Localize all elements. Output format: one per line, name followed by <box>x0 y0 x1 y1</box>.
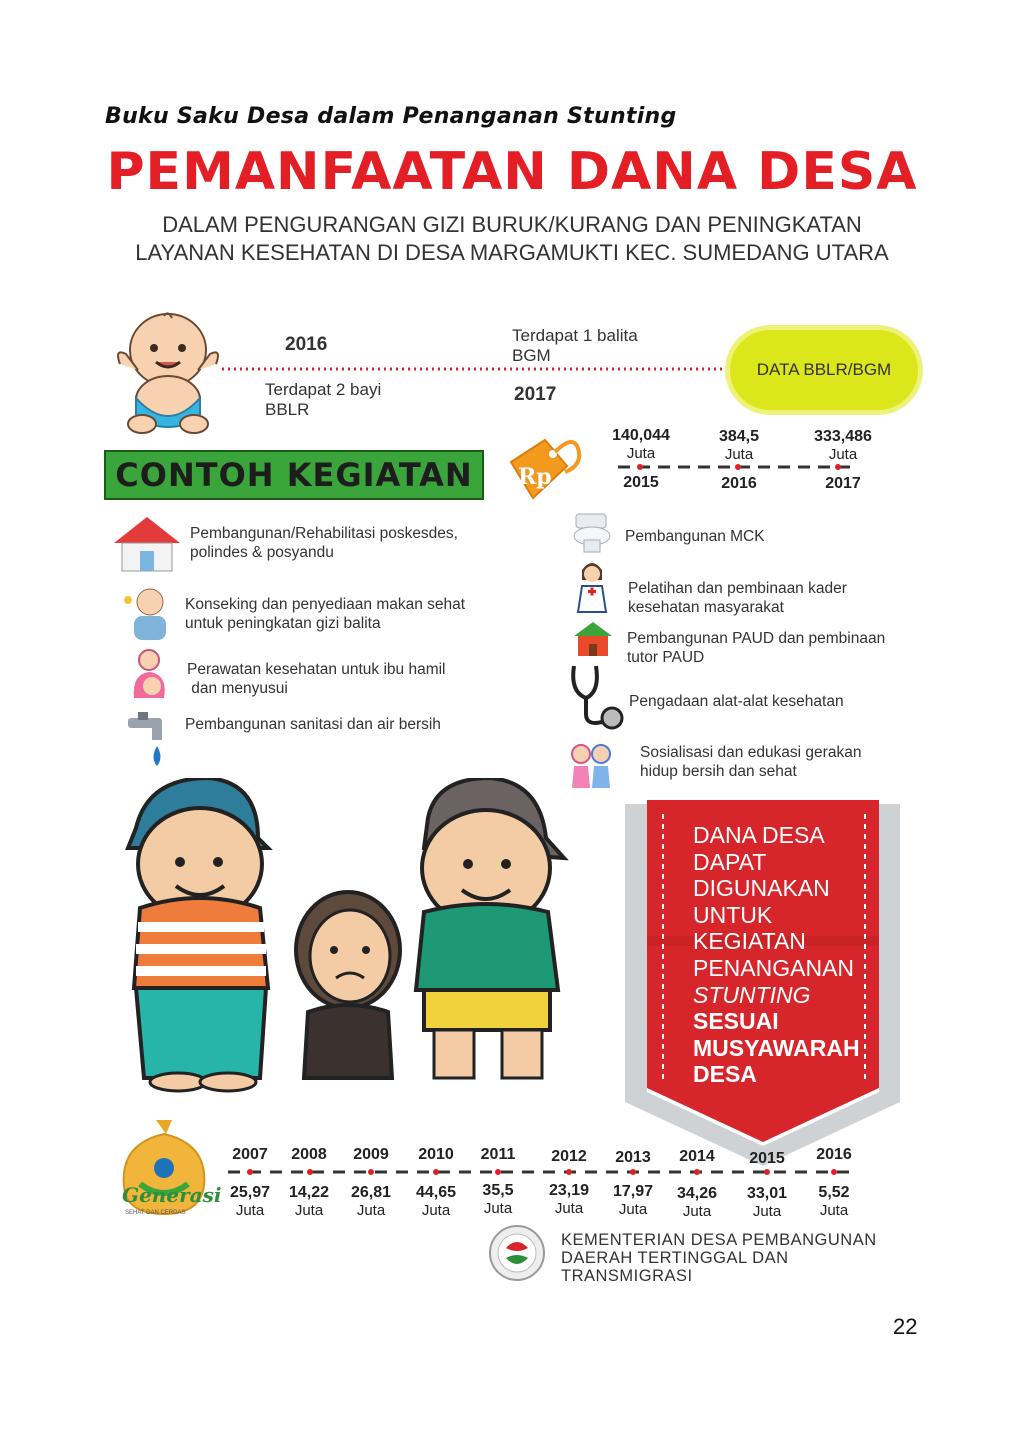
subtitle-line-1: DALAM PENGURANGAN GIZI BURUK/KURANG DAN PENINGKATAN <box>162 212 862 237</box>
tall-boy-left-figure <box>128 778 268 1091</box>
activity-left-2: Konseking dan penyediaan makan sehat untuk peningkatan gizi balita <box>185 596 466 632</box>
funding-item-2017: 333,486 Juta 2017 <box>814 428 872 492</box>
bottom-timeline-item-2011: 2011 35,5 Juta <box>480 1146 516 1217</box>
timeline-text-2016: Terdapat 2 bayi BBLR <box>265 380 382 419</box>
bottom-timeline-item-2013: 2013 17,97 Juta <box>612 1149 654 1218</box>
activity-right-2: Pelatihan dan pembinaan kader kesehatan masyarakat <box>628 580 847 616</box>
generasi-logo-text: Generasi <box>122 1183 222 1207</box>
currency-label: Rp <box>518 464 552 490</box>
subtitle-line-2: LAYANAN KESEHATAN DI DESA MARGAMUKTI KEC. SUMEDANG UTARA <box>135 240 889 265</box>
funding-item-2015: 140,044 Juta 2015 <box>612 427 670 491</box>
bottom-timeline-item-2008: 2008 14,22 Juta <box>288 1146 330 1219</box>
pregnant-woman-icon <box>128 648 170 700</box>
nurse-icon <box>572 558 612 614</box>
document-header: Buku Saku Desa dalam Penanganan Stunting <box>105 104 677 129</box>
bottom-timeline-item-2014: 2014 34,26 Juta <box>676 1148 718 1220</box>
page-title: PEMANFAATAN DANA DESA <box>106 142 918 202</box>
funding-item-2016: 384,5 Juta 2016 <box>718 428 760 492</box>
bottom-timeline-item-2012: 2012 23,19 Juta <box>548 1148 590 1217</box>
stunted-child-figure <box>296 892 400 1078</box>
water-tap-icon <box>124 710 174 772</box>
bottom-timeline-item-2009: 2009 26,81 Juta <box>350 1146 392 1219</box>
activity-right-4: Pengadaan alat-alat kesehatan <box>629 693 844 710</box>
activity-right-1: Pembangunan MCK <box>625 528 765 545</box>
ribbon-text: DANA DESA DAPAT DIGUNAKAN UNTUK KEGIATAN PENANGANAN STUNTING SESUAI MUSYAWARAH DESA <box>693 822 860 1088</box>
timeline-year-2016: 2016 <box>285 334 328 355</box>
contoh-kegiatan-banner: CONTOH KEGIATAN <box>104 450 484 500</box>
bottom-timeline-item-2007: 2007 25,97 Juta <box>229 1146 271 1219</box>
activity-right-3: Pembangunan PAUD dan pembinaan tutor PAUD <box>627 630 886 666</box>
data-bblr-bgm-badge: DATA BBLR/BGM <box>730 330 918 410</box>
activity-left-4: Pembangunan sanitasi dan air bersih <box>185 716 441 733</box>
activity-left-1: Pembangunan/Rehabilitasi poskesdes, polindes & posyandu <box>190 525 458 561</box>
bottom-timeline-item-2015: 2015 33,01 Juta <box>746 1150 788 1220</box>
generasi-tagline: SEHAT DAN CERDAS <box>125 1210 186 1216</box>
timeline-text-2017: Terdapat 1 balita BGM <box>512 326 638 365</box>
activity-left-3: Perawatan kesehatan untuk ibu hamil dan menyusui <box>187 661 446 697</box>
bottom-timeline-item-2016: 2016 5,52 Juta <box>816 1146 852 1219</box>
toilet-icon <box>568 512 616 554</box>
bottom-timeline-item-2010: 2010 44,65 Juta <box>415 1146 457 1219</box>
school-building-icon <box>572 620 614 658</box>
timeline-year-2017: 2017 <box>514 384 557 405</box>
timeline-line <box>222 366 742 372</box>
ministry-logo-icon <box>488 1224 546 1282</box>
stunting-characters-illustration <box>118 778 578 1096</box>
baby-icon <box>112 308 224 436</box>
activity-right-5: Sosialisasi dan edukasi gerakan hidup bersih dan sehat <box>640 744 862 780</box>
tall-boy-right-figure <box>416 778 564 1078</box>
page-number: 22 <box>893 1314 918 1339</box>
baby-eating-icon <box>120 586 178 644</box>
stethoscope-icon <box>568 662 626 732</box>
ministry-name: KEMENTERIAN DESA PEMBANGUNAN DAERAH TERTINGGAL DAN TRANSMIGRASI <box>561 1231 877 1285</box>
house-icon <box>112 515 182 573</box>
